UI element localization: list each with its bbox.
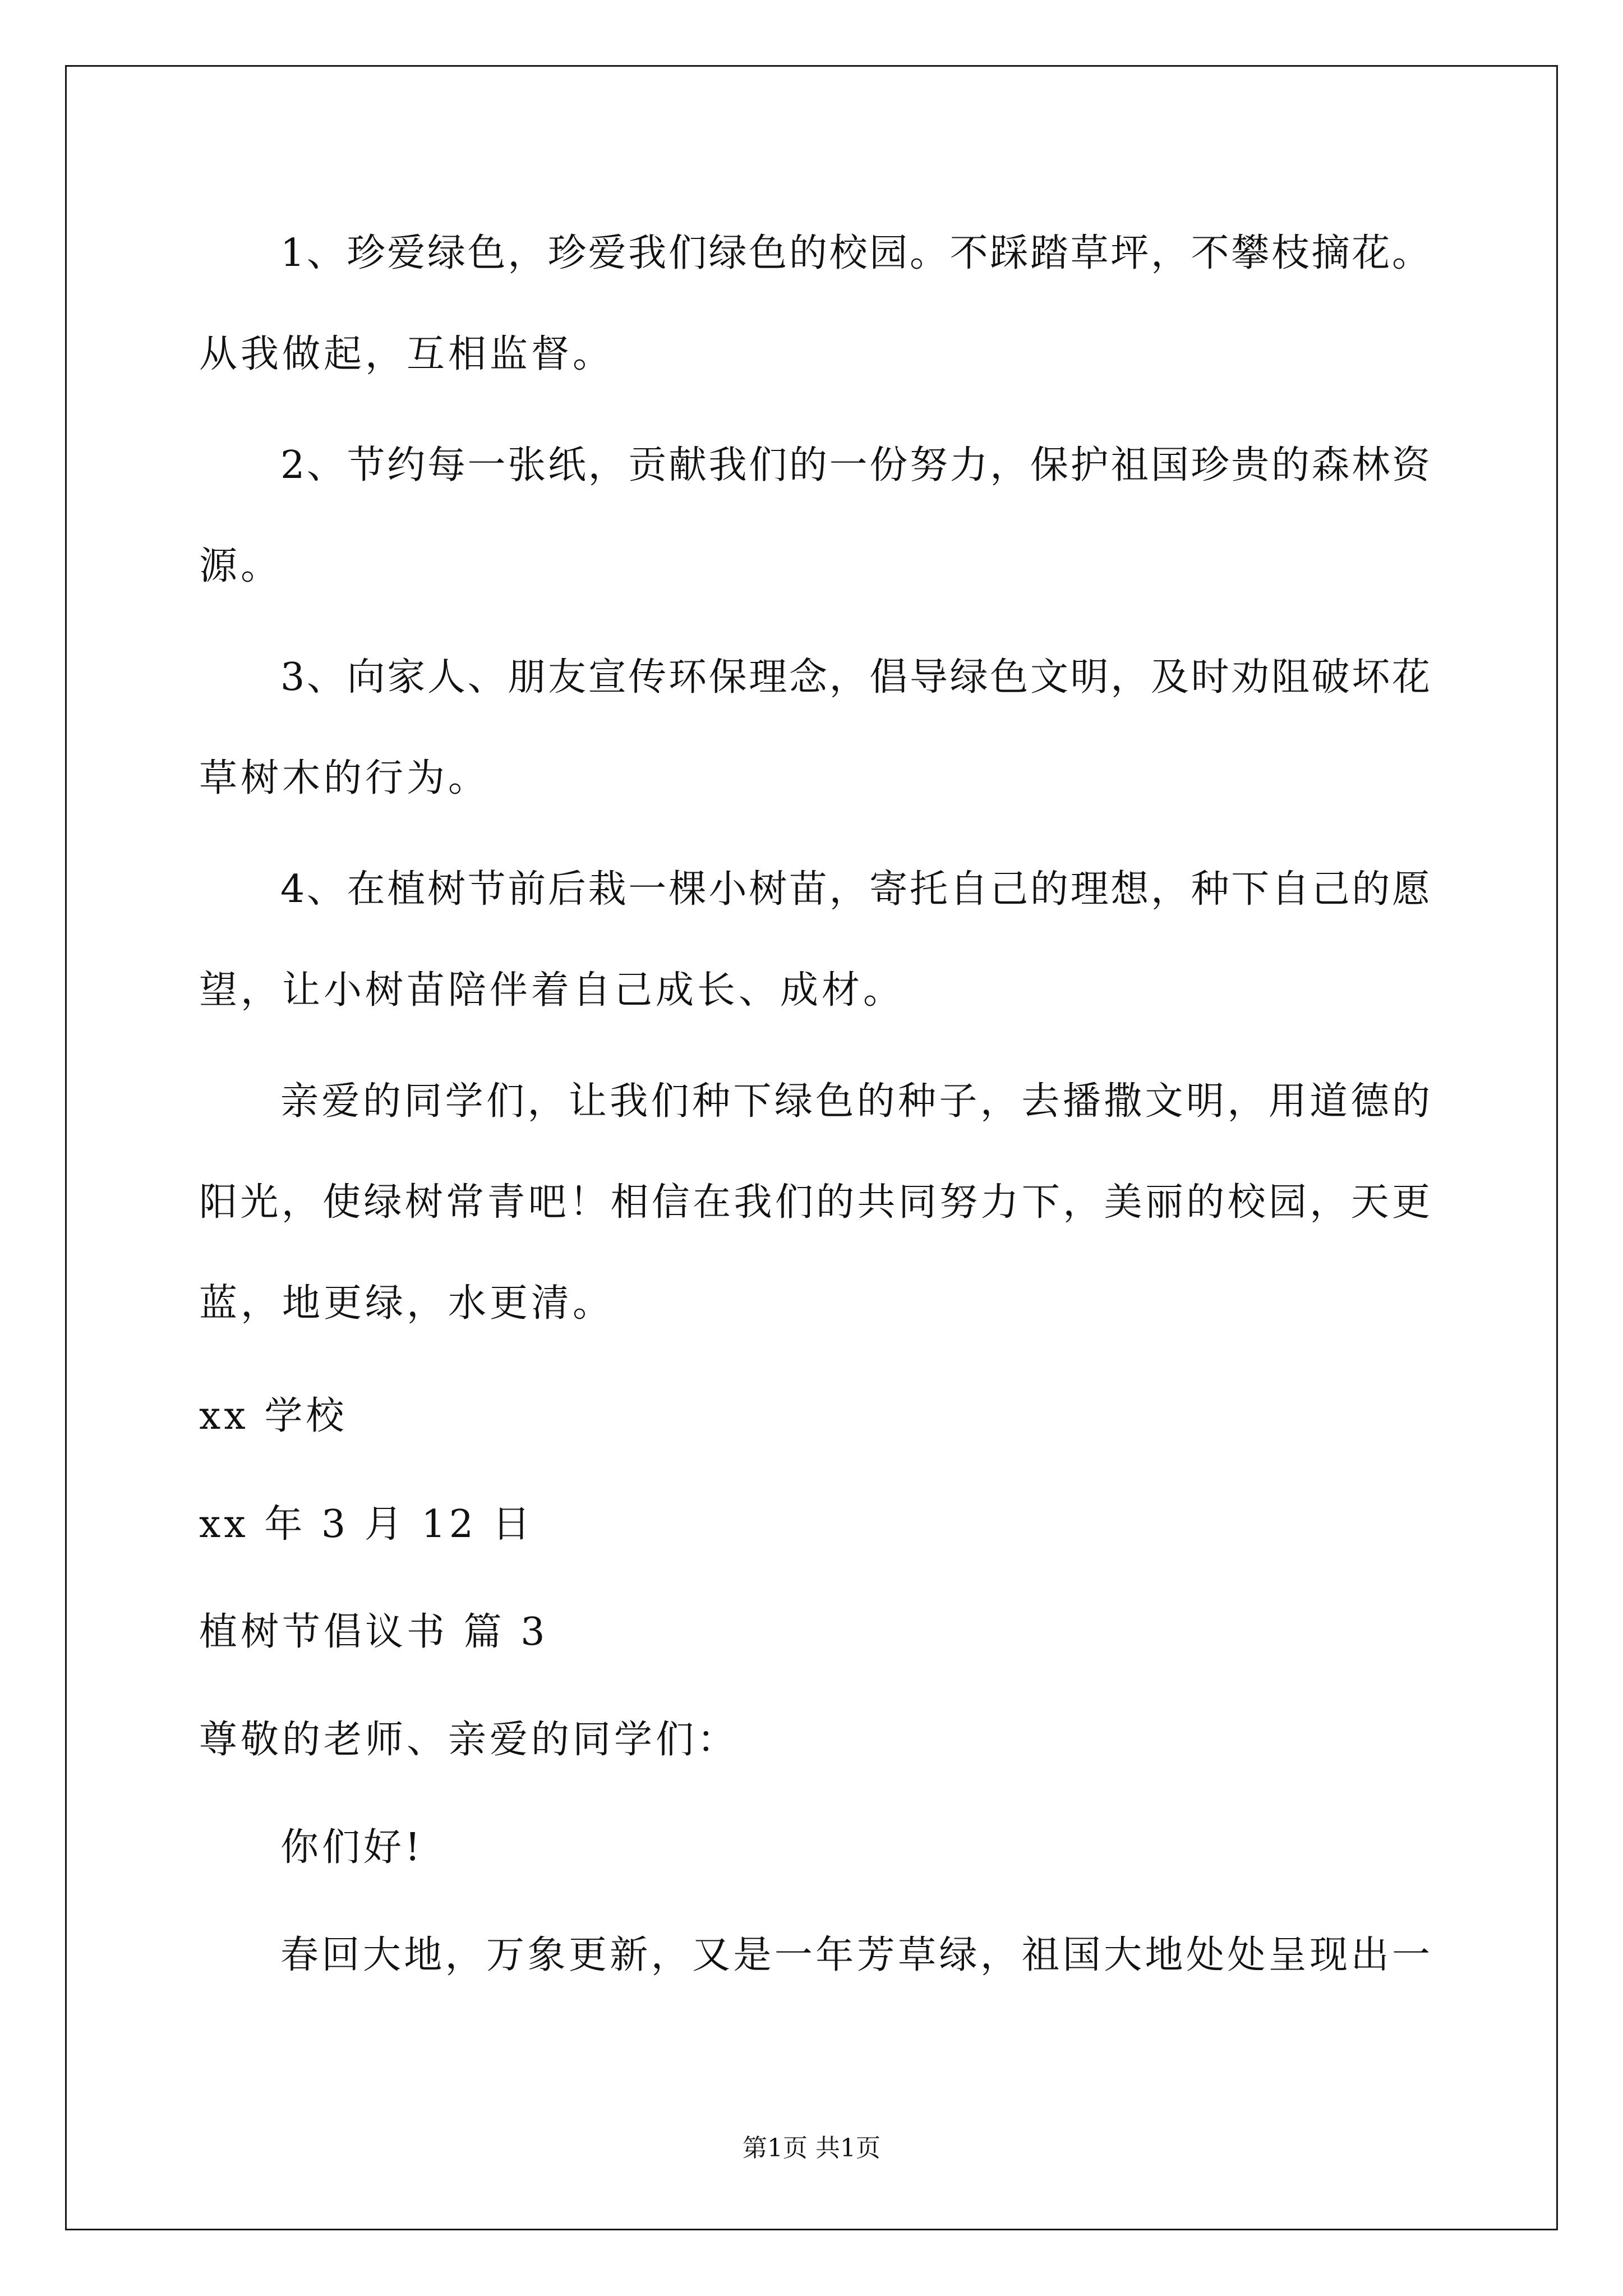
paragraph-line: 源。 bbox=[199, 544, 283, 588]
paragraph-line: 2、节约每一张纸，贡献我们的一份努力，保护祖国珍贵的森林资 bbox=[280, 443, 1430, 487]
greeting: 你们好! bbox=[280, 1825, 424, 1870]
page-footer: 第1页 共1页 bbox=[743, 2134, 880, 2162]
paragraph-line: 望，让小树苗陪伴着自己成长、成材。 bbox=[199, 968, 905, 1013]
paragraph-line: 从我做起，互相监督。 bbox=[199, 332, 615, 376]
paragraph-line: 蓝，地更绿，水更清。 bbox=[199, 1281, 615, 1326]
page-border bbox=[65, 65, 1558, 2230]
paragraph-line: 草树木的行为。 bbox=[199, 756, 490, 800]
date-line: xx 年 3 月 12 日 bbox=[199, 1502, 534, 1547]
paragraph-line: 亲爱的同学们，让我们种下绿色的种子，去播撒文明，用道德的 bbox=[280, 1079, 1430, 1124]
salutation: 尊敬的老师、亲爱的同学们： bbox=[199, 1718, 739, 1762]
paragraph-line: 春回大地，万象更新，又是一年芳草绿，祖国大地处处呈现出一 bbox=[280, 1933, 1430, 1977]
paragraph-line: 3、向家人、朋友宣传环保理念，倡导绿色文明，及时劝阻破坏花 bbox=[280, 655, 1430, 700]
school-signature: xx 学校 bbox=[199, 1394, 348, 1438]
section-title: 植树节倡议书 篇 3 bbox=[199, 1610, 548, 1654]
paragraph-line: 阳光，使绿树常青吧！相信在我们的共同努力下，美丽的校园，天更 bbox=[199, 1180, 1430, 1225]
paragraph-line: 1、珍爱绿色，珍爱我们绿色的校园。不踩踏草坪，不攀枝摘花。 bbox=[280, 231, 1430, 275]
paragraph-line: 4、在植树节前后栽一棵小树苗，寄托自己的理想，种下自己的愿 bbox=[280, 867, 1430, 912]
